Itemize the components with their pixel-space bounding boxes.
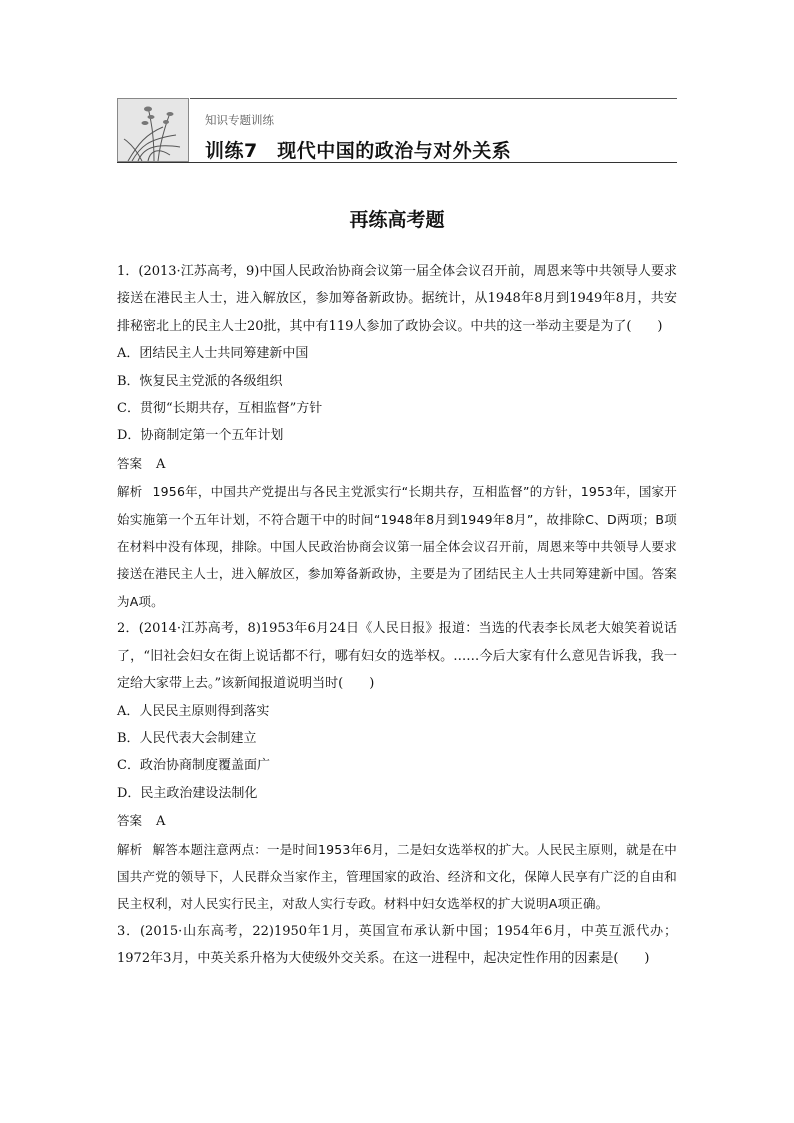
question-stem: 3．(2015·山东高考，22)1950年1月，英国宣布承认新中国；1954年6月，中英互派代办；1972年3月，中英关系升格为大使级外交关系。在这一进程中，起决定性作用的因素是( ) xyxy=(117,923,677,967)
page-header xyxy=(117,98,677,163)
option-d: D．民主政治建设法制化 xyxy=(117,785,258,801)
orchid-icon xyxy=(118,99,190,163)
answer-line xyxy=(117,450,677,478)
answer-value: A xyxy=(156,814,166,830)
unit-title: 训练7 现代中国的政治与对外关系 xyxy=(205,140,512,162)
option-c: C．贯彻“长期共存，互相监督”方针 xyxy=(117,401,323,417)
option-b: B．恢复民主党派的各级组织 xyxy=(117,373,283,389)
option-a: A．团结民主人士共同筹建新中国 xyxy=(117,346,309,362)
analysis-text: 1956年，中国共产党提出与各民主党派实行“长期共存，互相监督”的方针，1953年，国家开始实施第一个五年计划，不符合题干中的时间“1948年8月到1949年8月”，故排除C、D两项；B项在材料中没有体现，排除。中国人民政治协商会议第一届全体会议召开前，周恩来等中共领导人要求接送在港民主人士，进入解放区，参加筹备新政协，主要是为了团结民主人士共同筹建新中国。答案为A项。 xyxy=(117,484,678,609)
analysis-text: 解答本题注意两点：一是时间1953年6月，二是妇女选举权的扩大。人民民主原则，就是在中国共产党的领导下，人民群众当家作主，管理国家的政治、经济和文化，保障人民享有广泛的自由和民主权利，对人民实行民主，对敌人实行专政。材料中妇女选举权的扩大说明A项正确。 xyxy=(117,841,677,912)
orchid-logo xyxy=(117,98,189,162)
question-3 xyxy=(117,918,677,973)
question-1 xyxy=(117,258,677,615)
question-stem: 1．(2013·江苏高考，9)中国人民政治协商会议第一届全体会议召开前，周恩来等中共领导人要求接送在港民主人士，进入解放区，参加筹备新政协。据统计，从1948年8月到1949年8月，共安排秘密北上的民主人士20批，其中有119人参加了政协会议。中共的这一举动主要是为了( ) xyxy=(117,264,677,334)
question-2 xyxy=(117,615,677,917)
answer-label: 答案 xyxy=(117,455,143,471)
question-stem: 2．(2014·江苏高考，8)1953年6月24日《人民日报》报道：当选的代表李长凤老大娘笑着说话了，“旧社会妇女在街上说话都不行，哪有妇女的选举权。……今后大家有什么意见告诉我，我一定给大家带上去。”该新闻报道说明当时( ) xyxy=(117,621,677,692)
series-label: 知识专题训练 xyxy=(205,113,274,127)
analysis-paragraph xyxy=(117,478,677,615)
analysis-label: 解析 xyxy=(117,484,143,500)
section-title: 再练高考题 xyxy=(349,209,445,231)
answer-value: A xyxy=(156,456,166,472)
question-list xyxy=(117,258,677,973)
analysis-label: 解析 xyxy=(117,841,143,857)
answer-line xyxy=(117,807,677,835)
option-d: D．协商制定第一个五年计划 xyxy=(117,428,284,444)
answer-label: 答案 xyxy=(117,813,143,829)
header-top-rule xyxy=(190,98,677,99)
analysis-paragraph xyxy=(117,836,677,918)
option-b: B．人民代表大会制建立 xyxy=(117,730,257,746)
option-a: A．人民民主原则得到落实 xyxy=(117,703,270,719)
header-bottom-rule xyxy=(117,162,677,163)
option-c: C．政治协商制度覆盖面广 xyxy=(117,758,270,774)
